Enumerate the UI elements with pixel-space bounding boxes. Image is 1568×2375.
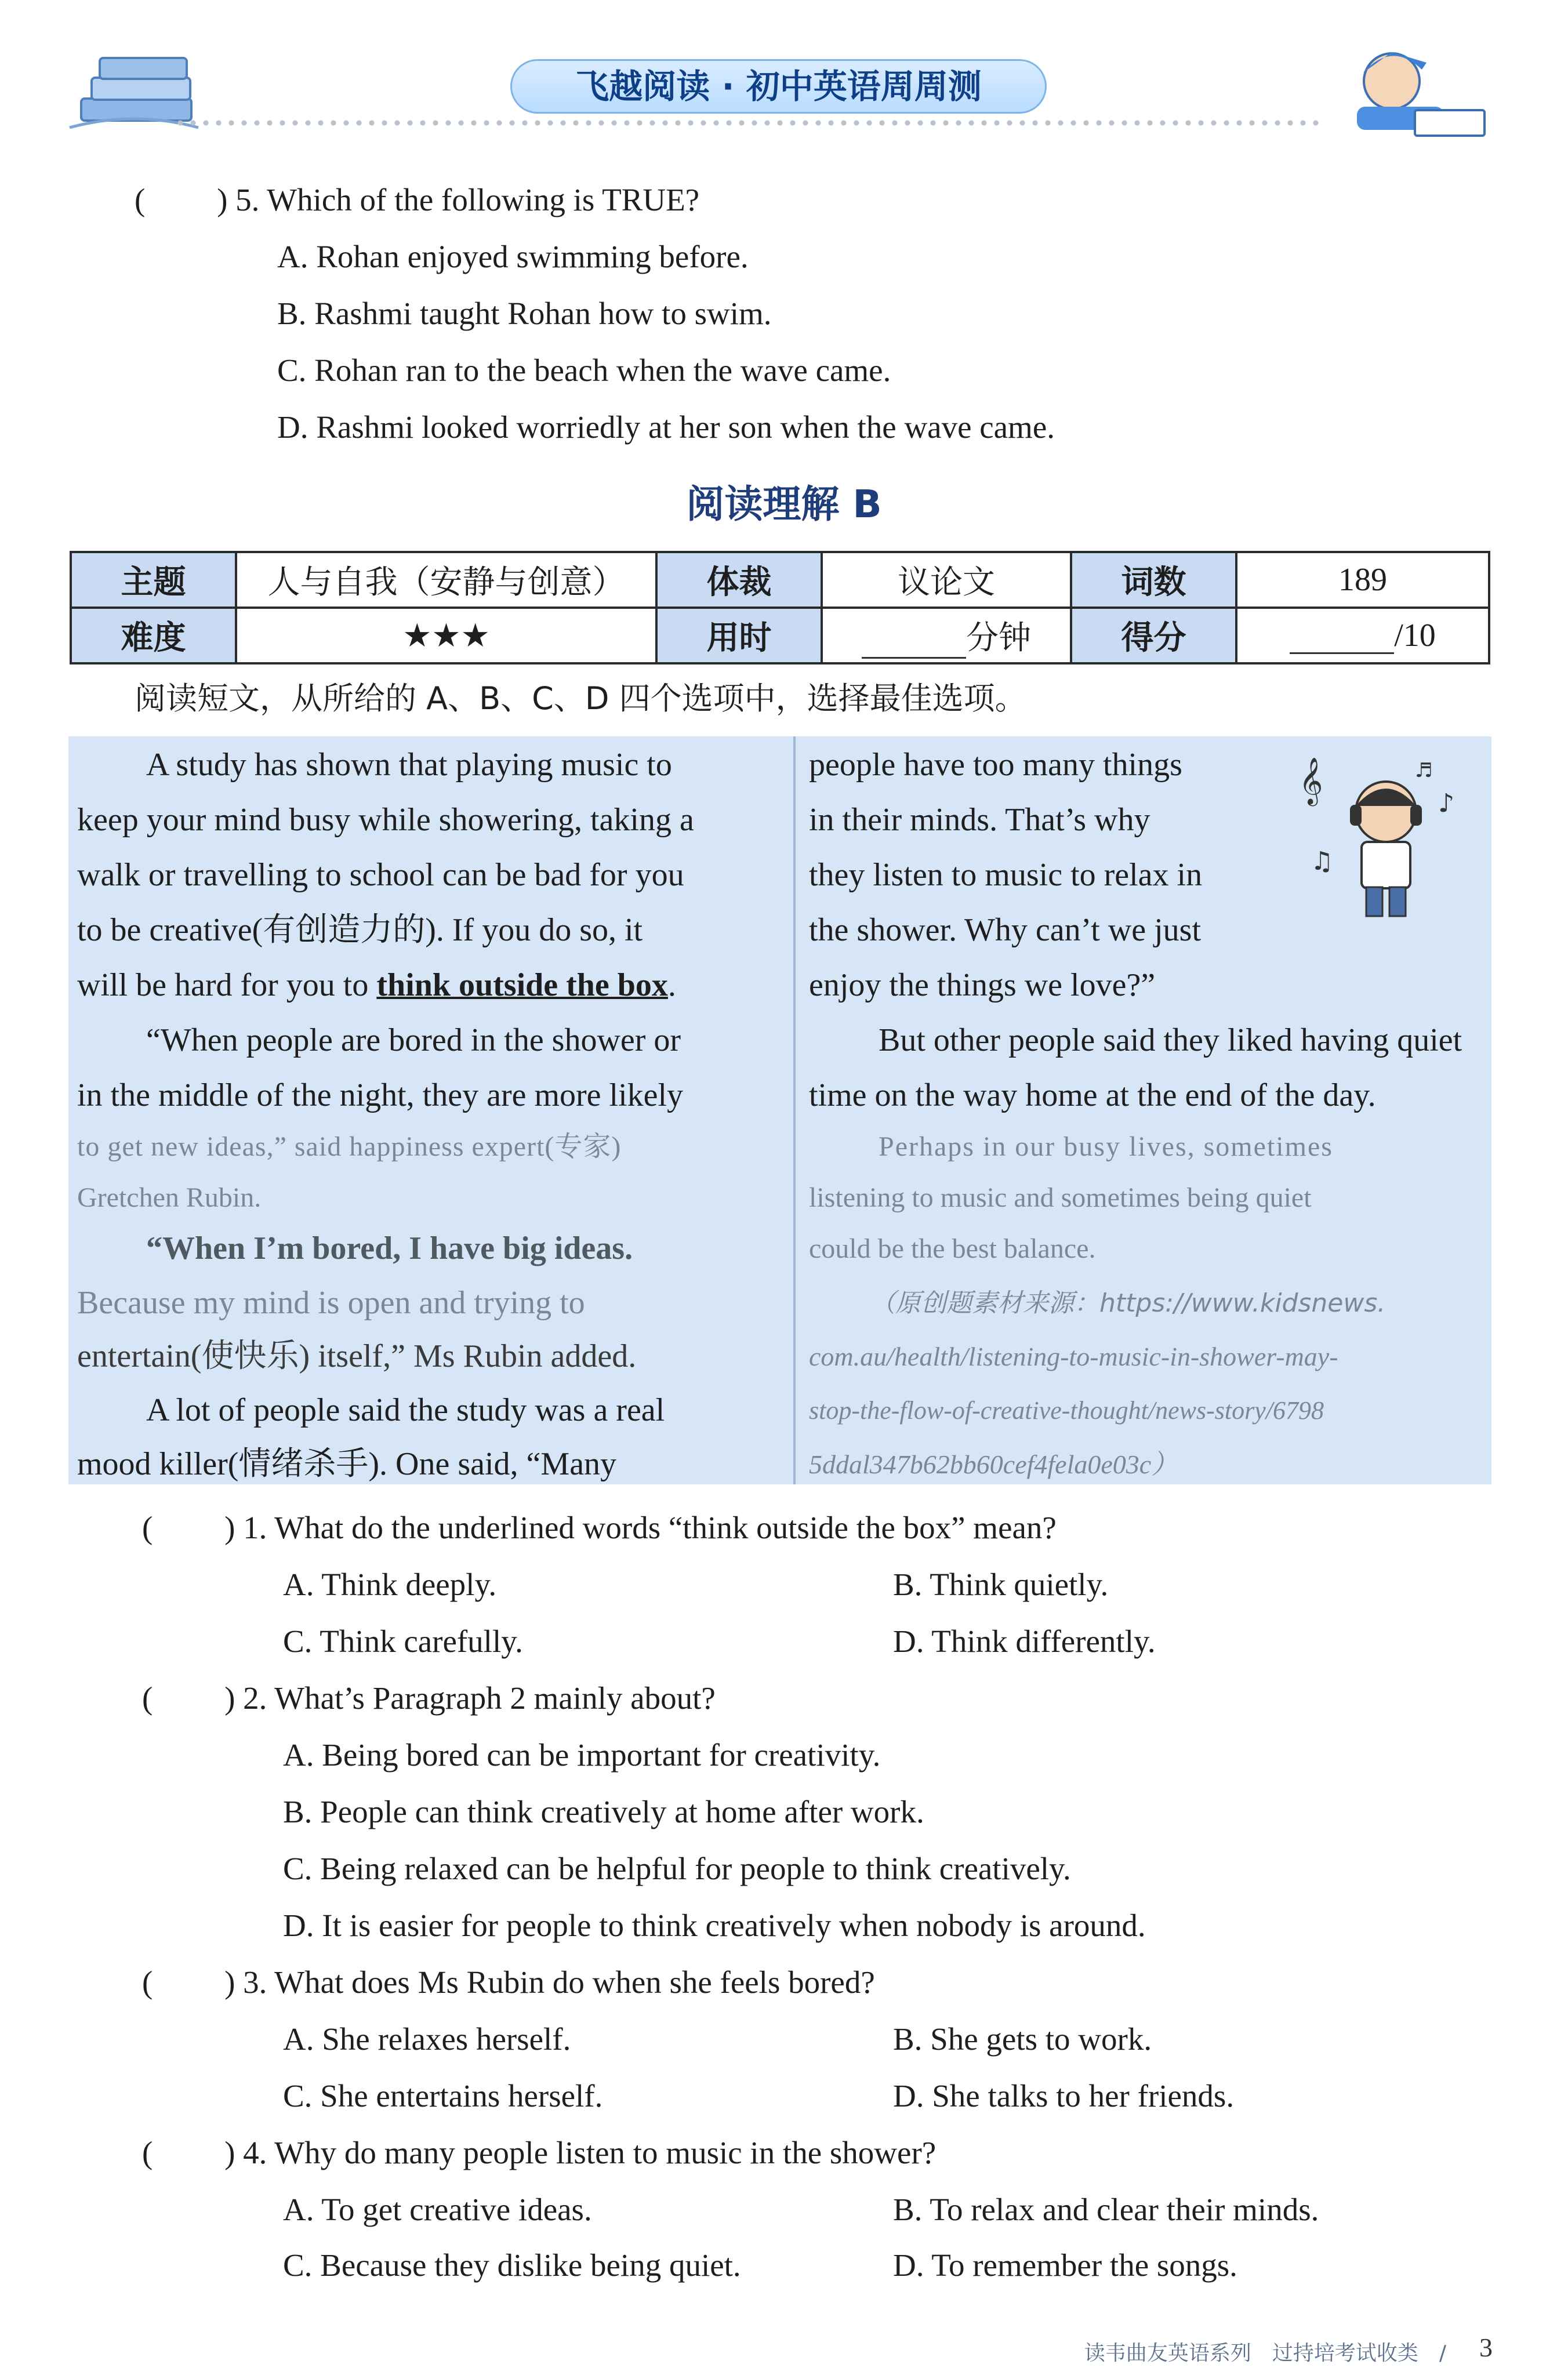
difficulty-stars: ★★★ [236,608,656,663]
q4-option-d: D. To remember the songs. [893,2247,1237,2283]
genre-label: 体裁 [656,552,822,608]
score-blank[interactable] [1290,618,1394,654]
passage-line: people have too many things [809,747,1182,783]
passage-line: in the middle of the night, they are more likely [77,1077,684,1113]
time-cell[interactable] [822,608,1071,663]
header-title: 飞越阅读 · 初中英语周周测 [575,67,982,106]
q1-option-c: C. Think carefully. [283,1624,523,1659]
passage-line: entertain(使快乐) itself,” Ms Rubin added. [77,1338,637,1374]
q2-option-c: C. Being relaxed can be helpful for people to think creatively. [283,1851,1071,1886]
header-title-banner [510,59,1047,114]
q4-option-c: C. Because they dislike being quiet. [283,2247,741,2283]
question-3: ( ) 3. What does Ms Rubin do when she feels bored? [142,1964,875,2000]
table-row [71,552,1489,608]
question-stem-text: Why do many people listen to music in the shower? [274,2135,937,2170]
question-stem-text: What’s Paragraph 2 mainly about? [274,1680,716,1716]
question-1: ( ) 1. What do the underlined words “think outside the box” mean? [142,1510,1057,1545]
passage-line: Perhaps in our busy lives, sometimes [879,1131,1333,1162]
q1-option-d: D. Think differently. [893,1624,1156,1659]
q3-option-d: D. She talks to her friends. [893,2078,1235,2113]
instructions: 阅读短文，从所给的 A、B、C、D 四个选项中，选择最佳选项。 [135,680,1026,717]
prev-option-a: A. Rohan enjoyed swimming before. [277,239,749,274]
q2-option-a: A. Being bored can be important for creativity. [283,1737,881,1773]
q3-option-c: C. She entertains herself. [283,2078,603,2113]
passage-line: in their minds. That’s why [809,802,1150,838]
source-line: 5ddal347b62bb60cef4fela0e03c） [809,1450,1178,1479]
answer-bracket[interactable]: ( ) [135,182,228,217]
footer-series: 读韦曲友英语系列 过持培考试收类 / [1084,2341,1446,2365]
svg-text:𝄞: 𝄞 [1299,757,1323,804]
answer-bracket[interactable]: ( ) [142,1680,235,1716]
passage-line: “When people are bored in the shower or [146,1022,681,1058]
source-line: （原创题素材来源：https://www.kidsnews. [870,1288,1386,1318]
section-title: 阅读理解 B [686,482,882,526]
words-value: 189 [1236,552,1489,608]
q2-option-b: B. People can think creatively at home after work. [283,1794,924,1829]
answer-bracket[interactable]: ( ) [142,1964,235,2000]
svg-text:♪: ♪ [1438,789,1455,818]
time-label: 用时 [656,608,822,663]
header-reading-kid-illustration [1322,35,1496,145]
q1-option-b: B. Think quietly. [893,1567,1109,1602]
q4-option-b: B. To relax and clear their minds. [893,2192,1319,2227]
prev-option-d: D. Rashmi looked worriedly at her son when the wave came. [277,409,1055,445]
question-number: 3 [243,1964,259,2000]
source-line: com.au/health/listening-to-music-in-shower-may- [809,1342,1338,1371]
prev-question-stem: ( ) 5. Which of the following is TRUE? [135,182,700,217]
passage-line: “When I’m bored, I have big ideas. [146,1230,633,1266]
passage-line-underlined: will be hard for you to think outside the box. [77,967,676,1003]
score-label: 得分 [1071,608,1236,663]
underlined-phrase: think outside the box [376,967,668,1003]
q1-option-a: A. Think deeply. [283,1567,497,1602]
question-number: 2 [243,1680,259,1716]
question-stem-text: What does Ms Rubin do when she feels bored? [274,1964,875,2000]
theme-value: 人与自我（安静与创意） [236,552,656,608]
question-number: 5 [235,182,252,217]
passage-line: time on the way home at the end of the day. [809,1077,1376,1113]
score-total: /10 [1394,618,1436,653]
score-cell[interactable] [1236,608,1489,663]
header-dotted-line [174,116,1322,130]
q4-option-a: A. To get creative ideas. [283,2192,592,2227]
headphones-kid-illustration [1293,748,1484,922]
q3-option-a: A. She relaxes herself. [283,2021,571,2057]
question-2: ( ) 2. What’s Paragraph 2 mainly about? [142,1680,716,1716]
source-line: stop-the-flow-of-creative-thought/news-story/6798 [809,1396,1324,1425]
question-stem-text: What do the underlined words “think outside the box” mean? [274,1510,1057,1545]
passage-line: enjoy the things we love?” [809,967,1156,1003]
passage-line: Because my mind is open and trying to [77,1285,585,1321]
passage-line: A lot of people said the study was a real [146,1392,665,1428]
passage-line: Gretchen Rubin. [77,1182,262,1213]
passage-line: keep your mind busy while showering, taking a [77,802,694,838]
question-number: 1 [243,1510,259,1545]
svg-text:♫: ♫ [1311,847,1334,876]
passage-line: to be creative(有创造力的). If you do so, it [77,912,643,948]
passage-line: walk or travelling to school can be bad for you [77,857,684,893]
info-table [70,551,1490,664]
answer-bracket[interactable]: ( ) [142,1510,235,1545]
passage-line: they listen to music to relax in [809,857,1203,893]
theme-label: 主题 [71,552,236,608]
passage-line: could be the best balance. [809,1233,1096,1264]
passage-line: mood killer(情绪杀手). One said, “Many [77,1446,617,1482]
passage-line: to get new ideas,” said happiness expert(专家) [77,1131,622,1162]
underline-lead-text: will be hard for you to [77,967,377,1003]
table-row [71,608,1489,663]
question-4: ( ) 4. Why do many people listen to music in the shower? [142,2135,937,2170]
prev-option-b: B. Rashmi taught Rohan how to swim. [277,296,772,331]
page-number: 3 [1479,2333,1493,2362]
passage-line: listening to music and sometimes being quiet [809,1182,1312,1213]
time-blank[interactable] [862,622,966,659]
q3-option-b: B. She gets to work. [893,2021,1152,2057]
passage-line: A study has shown that playing music to [146,747,672,783]
q2-option-d: D. It is easier for people to think creatively when nobody is around. [283,1908,1146,1943]
difficulty-label: 难度 [71,608,236,663]
svg-text:♬: ♬ [1415,759,1433,782]
words-label: 词数 [1071,552,1236,608]
answer-bracket[interactable]: ( ) [142,2135,235,2170]
prev-option-c: C. Rohan ran to the beach when the wave came. [277,353,891,388]
passage-line: But other people said they liked having quiet [879,1022,1462,1058]
time-unit: 分钟 [966,619,1031,657]
genre-value: 议论文 [822,552,1071,608]
passage-line: the shower. Why can’t we just [809,912,1202,948]
question-stem-text: Which of the following is TRUE? [267,182,700,217]
question-number: 4 [243,2135,259,2170]
